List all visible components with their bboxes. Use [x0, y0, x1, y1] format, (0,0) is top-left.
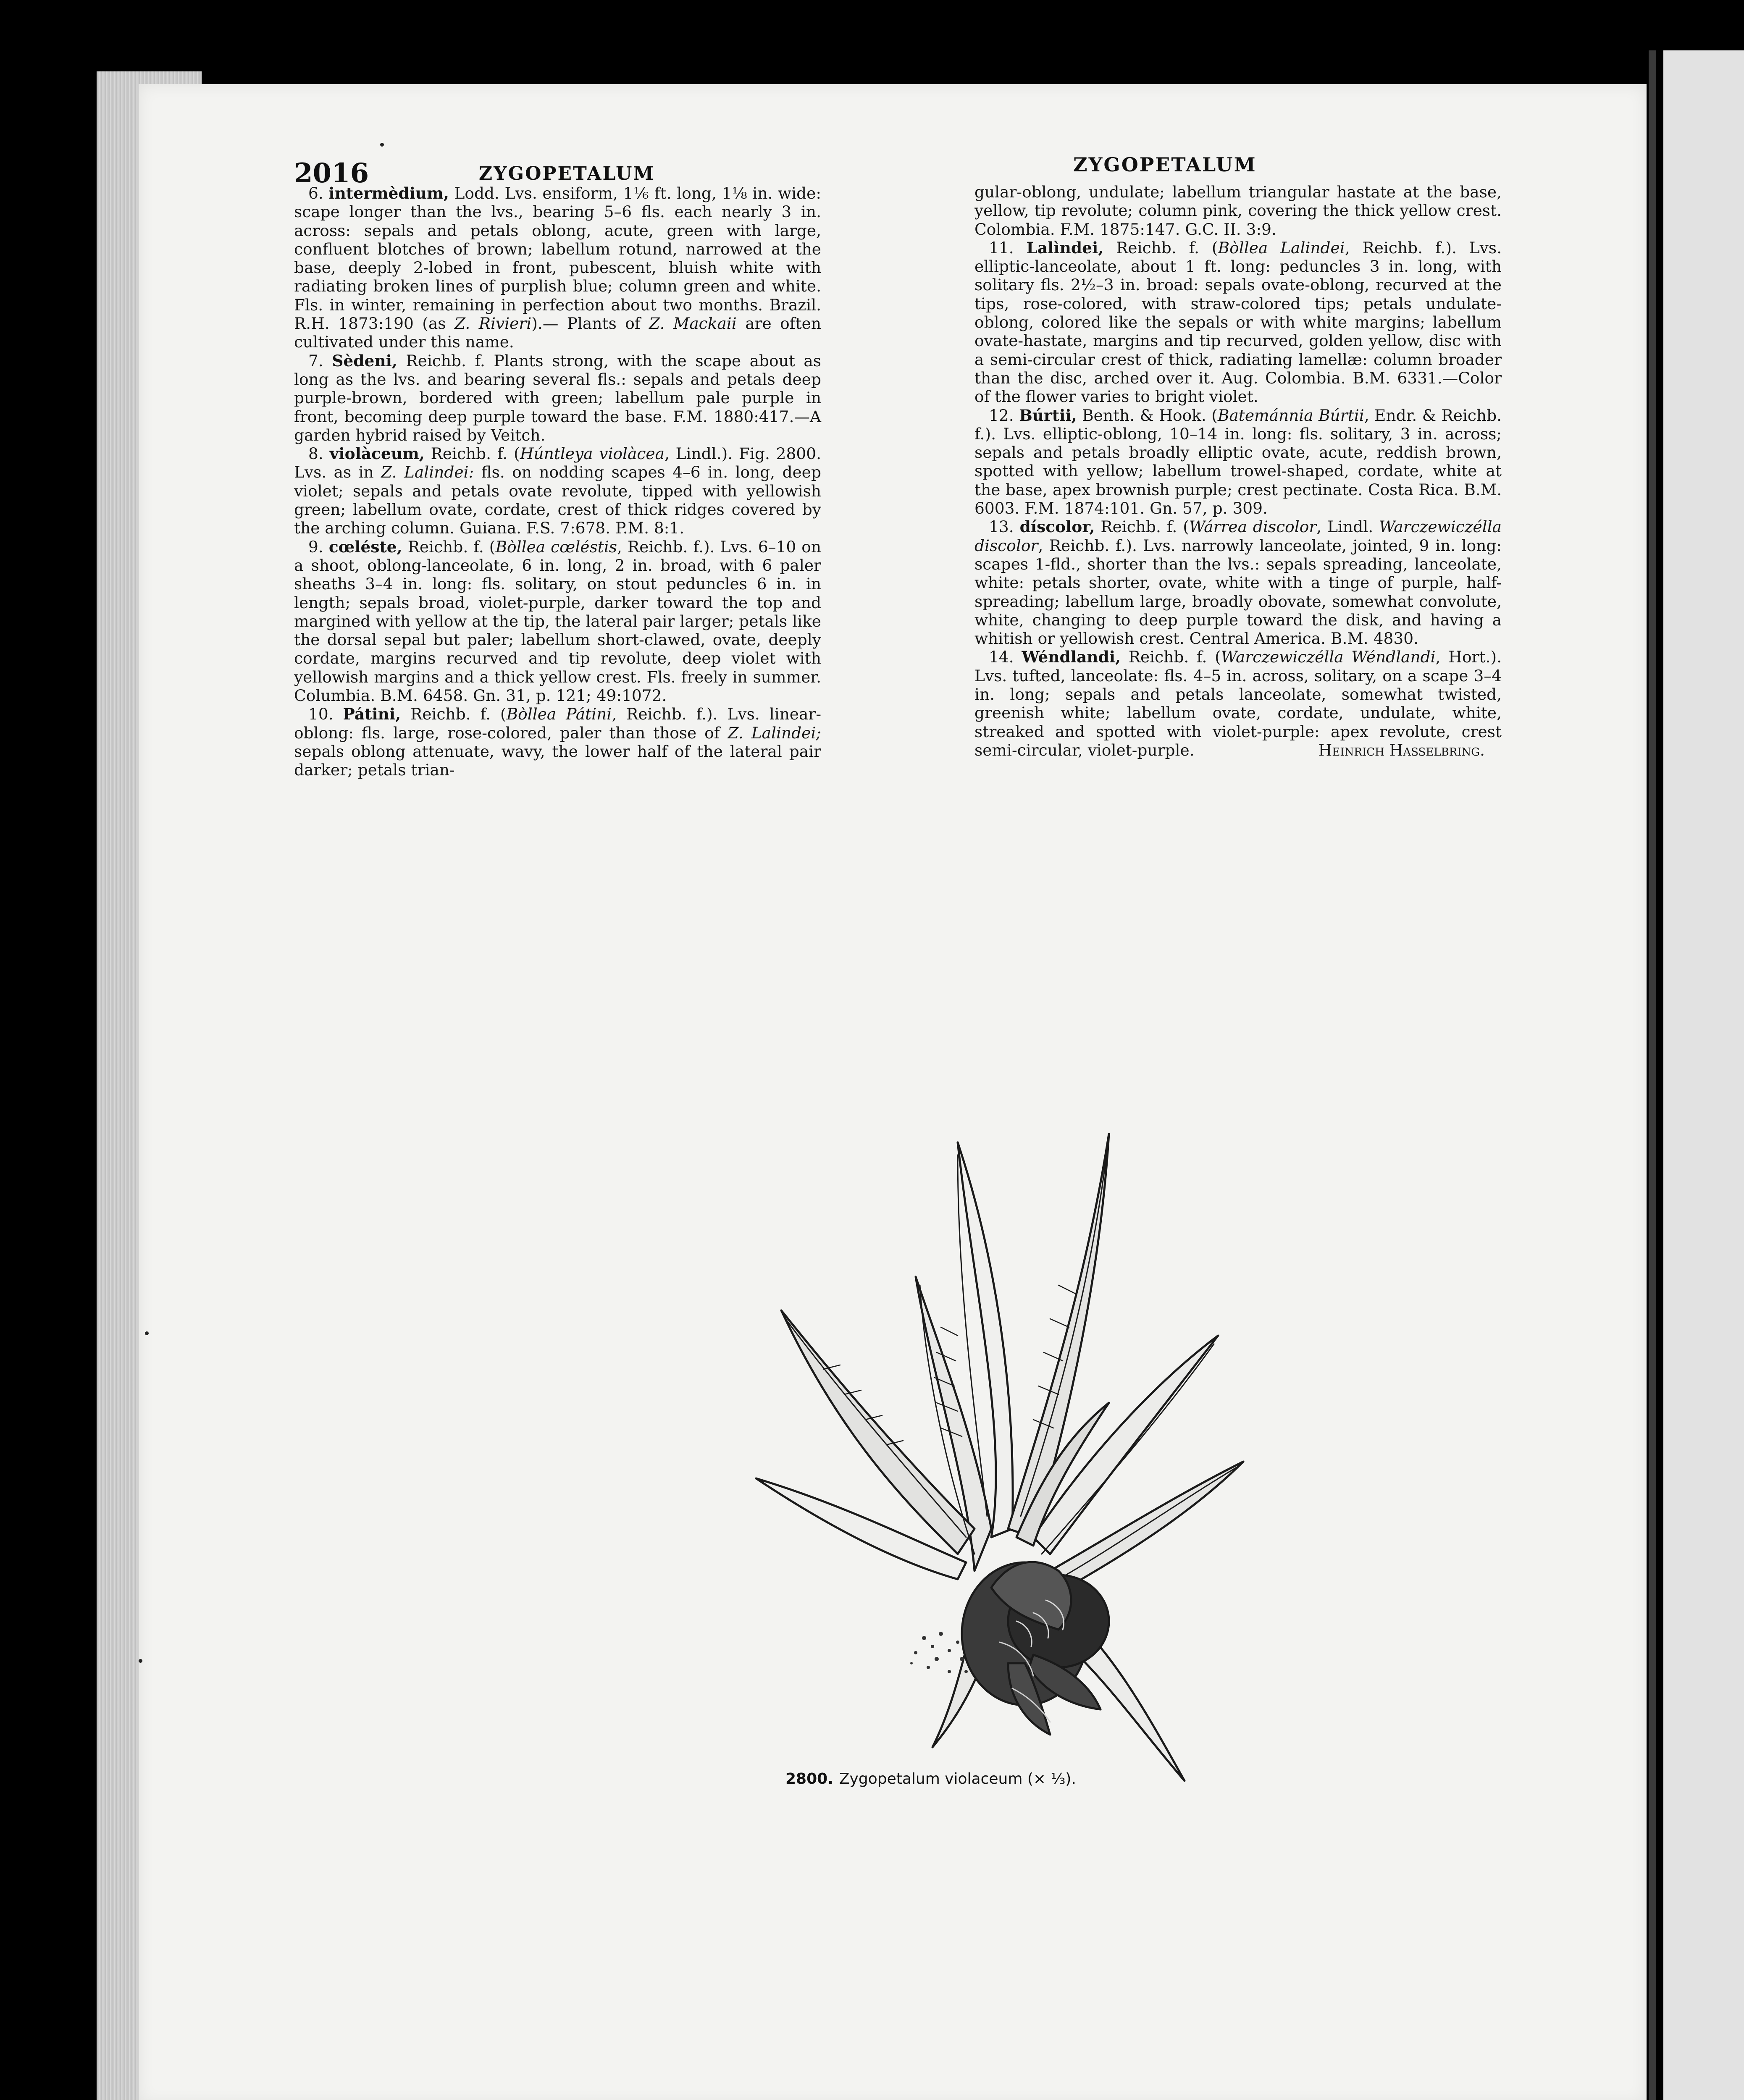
entry-text: are often cultivated under this name.	[294, 314, 821, 352]
entry-text: , Lindl.). Fig. 2800. Lvs. as in	[294, 444, 821, 482]
synonym: Bòllea Pátini	[506, 705, 612, 724]
entry-text: Reichb. f. (	[401, 705, 507, 724]
entry-text: Reichb. f. Plants strong, with the scape about as long as the lvs. and bearing several fls.: sepals and petals deep purple-brown, bordered with green; labellum pale purple in front, becoming deep purple toward the base. F.M. 1880:417.—A garden hybrid raised by Veitch.	[294, 351, 821, 444]
synonym: Z. Mackaii	[649, 314, 737, 333]
entry-7	[294, 352, 821, 444]
species-name: Lalìndei,	[1026, 238, 1104, 257]
figure-caption	[785, 1770, 1076, 1788]
entry-text: , Endr. & Reichb. f.). Lvs. elliptic-oblong, 10–14 in. long: fls. solitary, 3 in. across; sepals and petals broadly elliptic ovate, acute, reddish brown, spotted with yellow; labellum trowel-shaped, cordate, white at the base, apex brownish purple; crest pectinate. Costa Rica. B.M. 6003. F.M. 1874:101. Gn. 57, p. 309.	[974, 406, 1502, 518]
entry-9	[294, 538, 821, 705]
author-signature: Heinrich Hasselbring.	[1318, 741, 1485, 760]
synonym: Bòllea cœléstis	[495, 537, 617, 556]
entry-text: , Reichb. f.). Lvs. narrowly lanceolate, jointed, 9 in. long: scapes 1-fld., shorter than the lvs.: sepals spreading, lanceolate, white: petals shorter, ovate, white with a tinge of purple, half-spreading; labellum large, broadly obovate, somewhat convolute, white, changing to deep purple toward the disk, and having a whitish or yellowish crest. Central America. B.M. 4830.	[974, 536, 1502, 648]
scan-speck	[139, 1659, 142, 1663]
species-name: cœléste,	[328, 537, 402, 556]
entry-text: sepals oblong attenuate, wavy, the lower half of the lateral pair darker; petals trian-	[294, 742, 821, 780]
entry-text: fls. on nodding scapes 4–6 in. long, deep violet; sepals and petals ovate revolute, tipped with yellowish green; labellum ovate, cordate, crest of thick ridges covered by the arching column. Guiana. F.S. 7:678. P.M. 8:1.	[294, 463, 821, 538]
entry-number: 14.	[989, 648, 1014, 667]
entry-text: Lodd. Lvs. ensiform, 1⅙ ft. long, 1⅛ in. wide: scape longer than the lvs., bearing 5–6 fls. each nearly 3 in. across: sepals and petals oblong, acute, green with large, confluent blotches of brown; labellum rotund, narrowed at the base, deeply 2-lobed in front, pubescent, bluish white with radiating broken lines of purplish blue; column green and white. Fls. in winter, remaining in perfection about two months. Brazil. R.H. 1873:190 (as	[294, 184, 821, 333]
entry-text: Reichb. f. (	[402, 537, 496, 556]
entry-text: , Reichb. f.). Lvs. 6–10 on a shoot, oblong-lanceolate, 6 in. long, 2 in. broad, with 6 paler sheaths 3–4 in. long: fls. solitary, on stout peduncles 6 in. in length; sepals broad, violet-purple, darker toward the top and margined with yellow at the tip, the lateral pair larger; petals like the dorsal sepal but paler; labellum short-clawed, ovate, deeply cordate, margins recurved and tip revolute, deep violet with yellowish margins and a thick yellow crest. Fls. freely in summer. Columbia. B.M. 6458. Gn. 31, p. 121; 49:1072.	[294, 537, 822, 705]
synonym: Z. Rivieri	[454, 314, 532, 333]
entry-number: 7.	[308, 351, 323, 370]
left-text-column	[294, 184, 821, 780]
entry-10	[294, 705, 821, 779]
entry-13	[974, 517, 1502, 648]
entry-number: 11.	[989, 238, 1014, 257]
page-number: 2016	[294, 158, 369, 189]
synonym: Húntleya violàcea	[520, 444, 665, 463]
entry-text: Reichb. f. (	[1121, 648, 1221, 667]
entry-number: 8.	[308, 444, 323, 463]
entry-6	[294, 184, 821, 352]
synonym: Z. Lalindei;	[728, 723, 822, 742]
entry-11	[974, 239, 1502, 406]
figure-number: 2800.	[785, 1770, 833, 1788]
species-name: Búrtii,	[1019, 406, 1077, 425]
synonym: Z. Lalindei:	[381, 463, 474, 482]
entry-text: , Reichb. f.). Lvs. linear-oblong: fls. large, rose-colored, paler than those of	[294, 705, 821, 742]
synonym: Wárrea discolor	[1189, 517, 1317, 536]
synonym: Batemánnia Búrtii	[1217, 406, 1364, 425]
entry-number: 10.	[308, 705, 334, 724]
scan-speck	[145, 1331, 149, 1335]
scan-speck	[380, 143, 384, 147]
entry-text: ).— Plants of	[531, 314, 649, 333]
species-name: Sèdeni,	[332, 351, 397, 370]
entry-text: , Hort.). Lvs. tufted, lanceolate: fls. 4–5 in. across, solitary, on a scape 3–4 in. long; sepals and petals lanceolate, somewhat twisted, greenish white; labellum ovate, cordate, undulate, white, streaked and spotted with violet-purple: apex revolute, crest semi-circular, violet-purple.	[974, 648, 1502, 759]
page-gutter-shadow	[1649, 50, 1656, 2100]
entry-number: 6.	[308, 184, 323, 202]
right-text-column	[974, 183, 1502, 760]
species-name: Wéndlandi,	[1022, 648, 1121, 667]
entry-text: Reichb. f. (	[1103, 238, 1218, 257]
entry-number: 13.	[989, 517, 1014, 536]
entry-text: , Reichb. f.). Lvs. elliptic-lanceolate, about 1 ft. long: peduncles 3 in. long, with solitary fls. 2½–3 in. broad: sepals ovate-oblong, recurved at the tips, rose-colored, with straw-colored tips; petals undulate-oblong, colored like the sepals or with white margins; labellum ovate-hastate, margins and tip recurved, golden yellow, disc with a semi-circular crest of thick, radiating lamellæ: column broader than the disc, arched over it. Aug. Colombia. B.M. 6331.—Color of the flower varies to bright violet.	[974, 238, 1502, 406]
species-name: díscolor,	[1019, 517, 1095, 536]
orchid-drawing	[739, 1117, 1269, 1793]
entry-10-continued: gular-oblong, undulate; labellum triangular hastate at the base, yellow, tip revolute; column pink, covering the thick yellow crest. Colombia. F.M. 1875:147. G.C. II. 3:9.	[974, 183, 1502, 239]
figure-caption-text: Zygopetalum violaceum (× ⅓).	[839, 1770, 1076, 1788]
entry-text: Reichb. f. (	[424, 444, 520, 463]
entry-text: Reichb. f. (	[1095, 517, 1189, 536]
entry-8	[294, 444, 821, 537]
synonym: Bòllea Lalindei	[1218, 238, 1345, 257]
entry-number: 12.	[989, 406, 1014, 425]
synonym: Warczewiczélla Wéndlandi	[1221, 648, 1436, 667]
species-name: Pátini,	[343, 705, 401, 724]
species-name: violàceum,	[329, 444, 425, 463]
entry-text: , Lindl.	[1316, 517, 1379, 536]
running-head-left: ZYGOPETALUM	[479, 163, 655, 184]
synonym: Warczewiczélla discolor	[974, 517, 1502, 555]
species-name: intermèdium,	[328, 184, 449, 202]
entry-number: 9.	[308, 537, 323, 556]
entry-text: Benth. & Hook. (	[1077, 406, 1218, 425]
facing-page-edge	[1663, 50, 1744, 2100]
running-head-right: ZYGOPETALUM	[1073, 153, 1257, 176]
entry-12	[974, 406, 1502, 518]
orchid-illustration	[739, 1117, 1269, 1793]
